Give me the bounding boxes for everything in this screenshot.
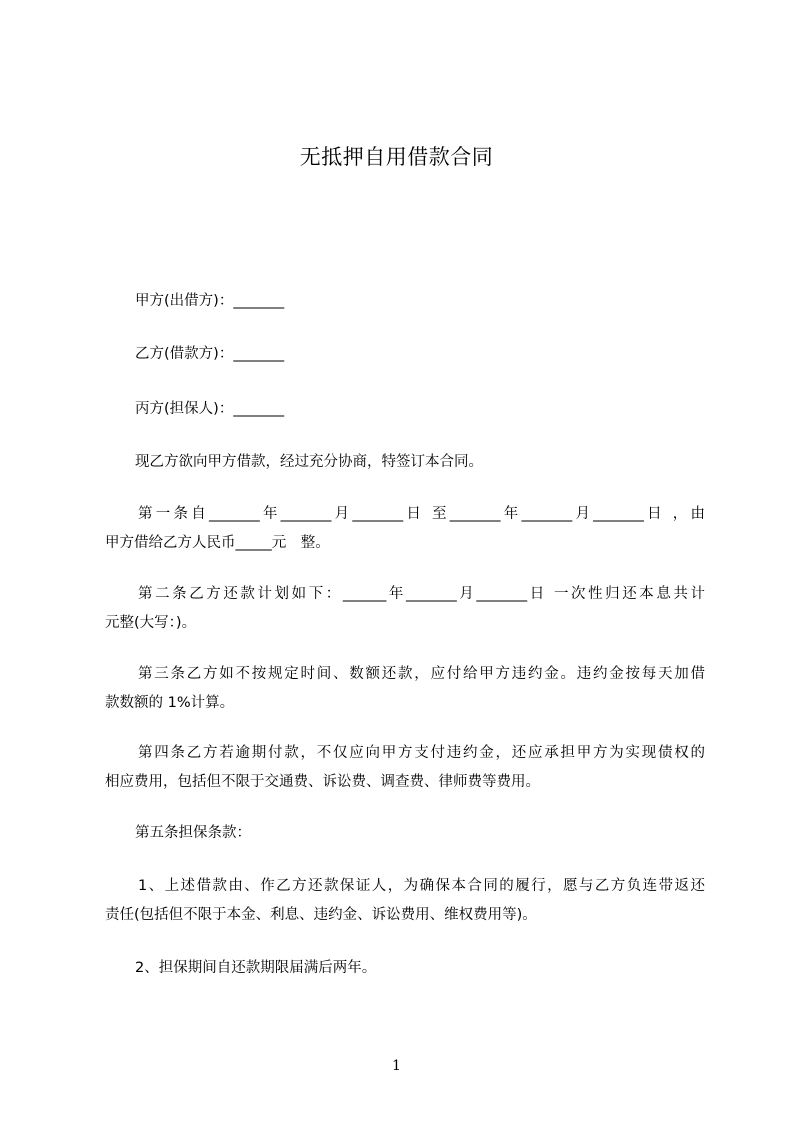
article-2-line-2: 元整(大写：)。 [105,615,197,631]
article-1-line-1: 第一条自_______年_______月_______日 至_______年_______月_______日 ，由 [138,506,705,522]
article-4-line-1: 第四条乙方若逾期付款，不仅应向甲方支付违约金，还应承担甲方为实现债权的 [138,745,705,761]
article-1 [105,500,705,558]
page-number: 1 [392,1058,401,1074]
article-3-line-1: 第三条乙方如不按规定时间、数额还款，应付给甲方违约金。违约金按每天加借 [138,666,705,682]
clause-2: 2、担保期间自还款期限届满后两年。 [135,960,377,976]
party-c-line: 丙方(担保人)：_______ [135,401,285,417]
article-2 [105,580,705,638]
party-a-line: 甲方(出借方)：_______ [135,293,285,309]
party-b-line: 乙方(借款方)：_______ [135,346,285,362]
article-3-line-2: 款数额的 1%计算。 [105,695,235,711]
article-2-line-1: 第二条乙方还款计划如下：______年_______月_______日 一次性归还本息共计 [138,586,705,602]
article-1-line-2: 甲方借给乙方人民币_____元 整。 [105,535,330,551]
intro-paragraph: 现乙方欲向甲方借款，经过充分协商，特签订本合同。 [135,454,483,470]
article-4-line-2: 相应费用，包括但不限于交通费、诉讼费、调查费、律师费等费用。 [105,774,540,790]
clause-1-line-2: 责任(包括但不限于本金、利息、违约金、诉讼费用、维权费用等)。 [105,907,537,923]
document-title: 无抵押自用借款合同 [299,145,494,169]
clause-1 [105,872,705,930]
article-3 [105,660,705,718]
clause-1-line-1: 1、上述借款由、作乙方还款保证人，为确保本合同的履行，愿与乙方负连带返还 [138,878,705,894]
article-4 [105,739,705,797]
article-5-heading: 第五条担保条款： [135,825,251,841]
